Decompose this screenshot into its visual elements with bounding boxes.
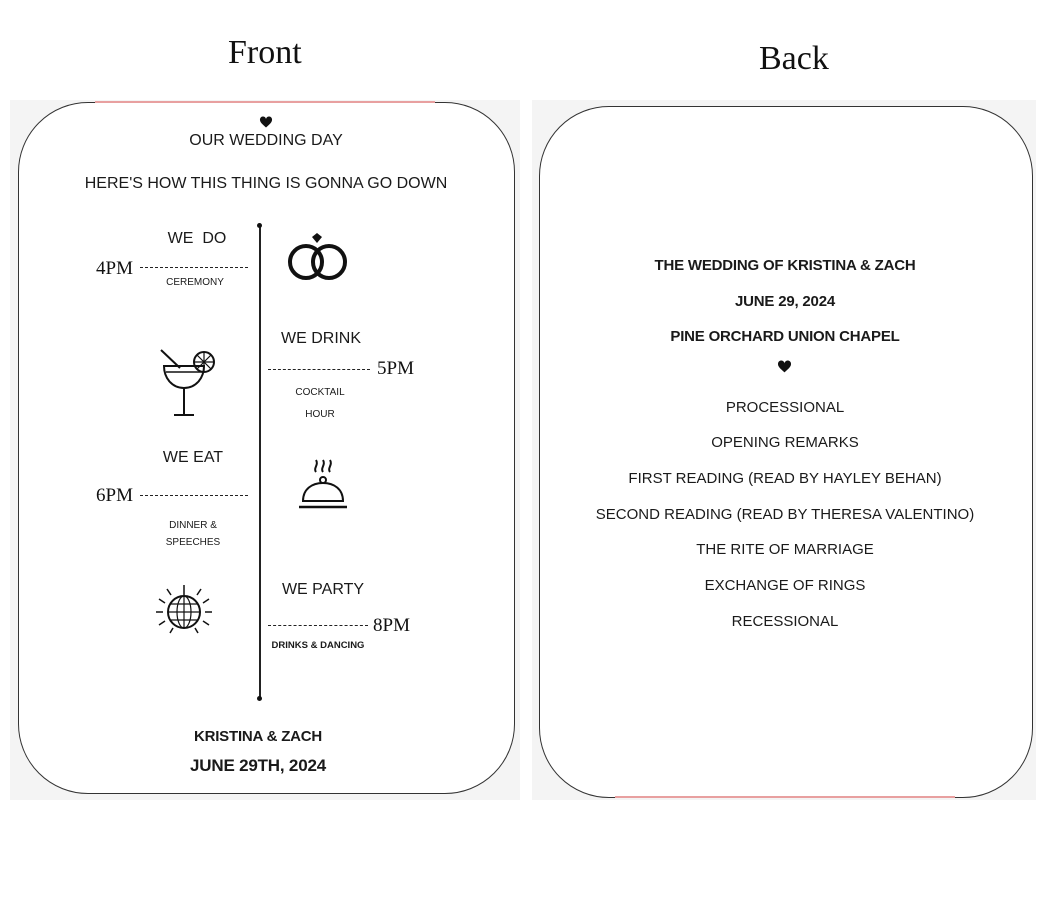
event-connector-6pm [140, 495, 248, 496]
front-header-title: OUR WEDDING DAY [189, 132, 343, 149]
rings-icon [286, 232, 352, 282]
front-card [18, 102, 515, 794]
program-item-second-reading: SECOND READING (READ BY THERESA VALENTINO) [595, 506, 975, 523]
disco-ball-icon [154, 585, 214, 635]
event-time-5pm: 5PM [377, 358, 414, 379]
back-venue: PINE ORCHARD UNION CHAPEL [670, 328, 900, 345]
event-title-we-party: WE PARTY [281, 581, 365, 598]
event-title-we-drink: WE DRINK [281, 330, 361, 347]
back-title: THE WEDDING OF KRISTINA & ZACH [654, 257, 916, 274]
event-time-8pm: 8PM [373, 615, 410, 636]
event-detail-dinner: DINNER & [169, 520, 217, 531]
event-connector-4pm [140, 267, 248, 268]
front-label: Front [228, 34, 302, 71]
program-item-rite-of-marriage: THE RITE OF MARRIAGE [696, 541, 874, 558]
event-title-we-do: WE DO [167, 230, 227, 247]
program-item-opening-remarks: OPENING REMARKS [711, 434, 859, 451]
timeline-end-dot [257, 696, 262, 701]
program-item-processional: PROCESSIONAL [725, 399, 845, 416]
front-footer-date: JUNE 29TH, 2024 [190, 756, 326, 775]
event-time-6pm: 6PM [96, 485, 133, 506]
event-title-we-eat: WE EAT [162, 449, 224, 466]
event-detail-drinks-dancing: DRINKS & DANCING [271, 640, 365, 651]
event-time-4pm: 4PM [96, 258, 133, 279]
event-connector-5pm [268, 369, 370, 370]
event-detail-cocktail: COCKTAIL [295, 387, 345, 398]
event-detail-hour: HOUR [305, 409, 335, 420]
event-connector-8pm [268, 625, 368, 626]
front-card-top-accent [95, 101, 435, 103]
program-item-recessional: RECESSIONAL [731, 613, 839, 630]
heart-icon [260, 117, 272, 128]
front-footer-names: KRISTINA & ZACH [193, 728, 323, 745]
program-item-exchange-of-rings: EXCHANGE OF RINGS [704, 577, 866, 594]
event-detail-ceremony: CEREMONY [166, 277, 224, 288]
front-header-subtitle: HERE'S HOW THIS THING IS GONNA GO DOWN [84, 175, 448, 192]
back-card [539, 106, 1033, 798]
event-detail-speeches: SPEECHES [165, 537, 221, 548]
back-heart-icon [778, 361, 791, 373]
back-label: Back [759, 40, 829, 77]
cloche-icon [296, 458, 350, 512]
back-date: JUNE 29, 2024 [735, 293, 835, 310]
cocktail-icon [158, 348, 220, 418]
timeline-line [259, 226, 261, 699]
program-item-first-reading: FIRST READING (READ BY HAYLEY BEHAN) [628, 470, 942, 487]
timeline-start-dot [257, 223, 262, 228]
back-card-bottom-accent [615, 796, 955, 798]
